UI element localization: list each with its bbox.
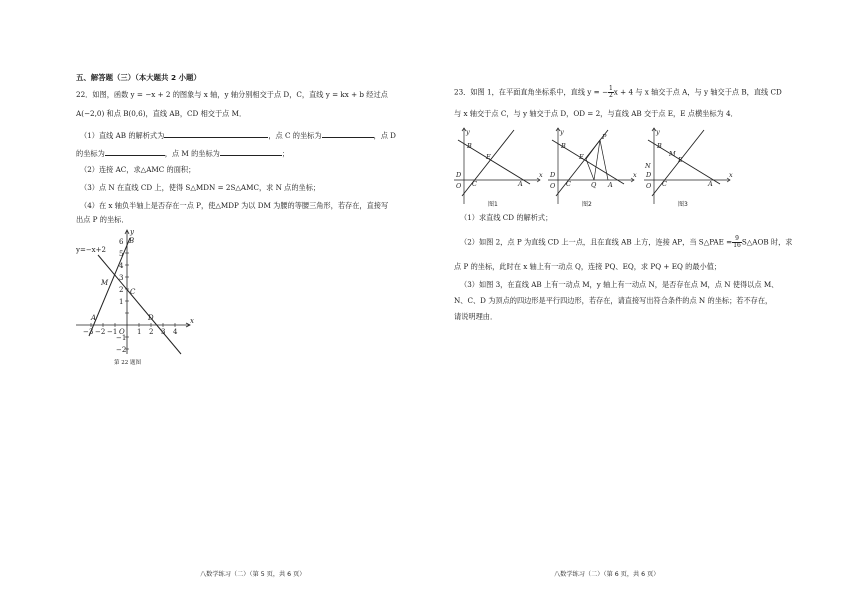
q23-line1 — [454, 86, 782, 99]
graph-caption: 第 22 题图 — [114, 360, 141, 366]
q22-p1-e: ，点 M 的坐标为 — [164, 149, 220, 158]
right-footer: 八数学练习（二）（第 6 页，共 6 页） — [554, 571, 660, 578]
y-tick: 1 — [119, 298, 124, 306]
fig3-y-label: y — [656, 128, 660, 136]
frac-den: 16 — [733, 242, 741, 249]
fig1-a-label: A — [518, 180, 523, 188]
q23-figure-1 — [452, 126, 544, 208]
section-header: 五、解答题（三）（本大题共 2 小题） — [76, 73, 201, 82]
answer-blank-c[interactable] — [322, 130, 374, 138]
fig2-x-label: x — [633, 171, 637, 179]
q22-p1-d: 的坐标为 — [76, 149, 105, 158]
fig2-d-label: D — [550, 171, 556, 179]
q23-line2: 与 x 轴交于点 C，与 y 轴交于点 D，OD = 2，与直线 AB 交于点 E，E 点横坐标为 4． — [454, 109, 738, 118]
fig2-y-label: y — [560, 128, 564, 136]
q22-p1-b: ，点 C 的坐标为 — [268, 131, 322, 140]
fig3-e-label: E — [678, 156, 683, 164]
q23-q2-a: （2）如图 2，点 P 为直线 CD 上一点，且在直线 AB 上方，连接 AP，当 S△PAE = — [460, 237, 733, 247]
x-tick: −2 — [95, 328, 106, 336]
fig2-caption: 图2 — [582, 201, 592, 208]
fig1-b-label: B — [467, 142, 472, 150]
q23-part2-line2: 点 P 的坐标，此时在 x 轴上有一动点 Q，连接 PQ、EQ，求 PQ + EQ 的最小值； — [454, 262, 722, 271]
fraction-nine-sixteenths — [732, 236, 742, 249]
q23-line1-a: 23．如图 1，在平面直角坐标系中，直线 y = − — [454, 87, 608, 97]
q22-p1-f: ； — [281, 149, 290, 158]
answer-blank-ab[interactable] — [164, 130, 268, 138]
x-tick: 1 — [137, 328, 142, 336]
y-axis-label: y — [130, 228, 134, 236]
fig3-d-label: D — [646, 171, 652, 179]
x-axis-label: x — [190, 317, 194, 325]
line-cd — [98, 255, 181, 354]
fig1-x-label: x — [539, 171, 543, 179]
q22-part1-row2 — [76, 148, 289, 157]
x-tick: 4 — [173, 328, 178, 336]
fig3-x-label: x — [729, 171, 733, 179]
fig2-p-label: P — [602, 133, 607, 141]
q22-part4-line2: 出点 P 的坐标． — [76, 215, 129, 224]
point-c-label: C — [130, 288, 136, 296]
frac-den: 2 — [608, 92, 613, 99]
q23-line1-b: x + 4 与 x 轴交于点 A，与 y 轴交于点 B，直线 CD — [613, 87, 782, 97]
fig1-caption: 图1 — [488, 201, 498, 208]
fig3-c-label: C — [662, 180, 667, 188]
fig1-y-label: y — [466, 128, 470, 136]
q22-part2: （2）连接 AC，求△AMC 的面积； — [80, 165, 196, 174]
q23-part2-line1 — [460, 236, 793, 249]
frac-num: 9 — [732, 236, 742, 243]
x-tick: 3 — [161, 328, 166, 336]
y-tick: 6 — [119, 238, 124, 246]
y-tick: −2 — [116, 346, 127, 354]
line-label: y=−x+2 — [76, 246, 106, 254]
q23-part3-line1: （3）如图 3，在直线 AB 上有一动点 M，y 轴上有一动点 N，是否存在点 M，点 N 使得以点 M、 — [460, 280, 779, 289]
answer-blank-m[interactable] — [220, 148, 282, 156]
fig1-d-label: D — [456, 171, 462, 179]
fig3-a-label: A — [708, 180, 713, 188]
q23-part1: （1）求直线 CD 的解析式； — [460, 213, 553, 222]
y-tick: −1 — [116, 334, 127, 342]
fig1-o-label: O — [456, 182, 462, 190]
fig2-e-label: E — [579, 153, 584, 161]
point-d-label: D — [148, 314, 154, 322]
origin-label: O — [119, 328, 125, 336]
point-a-label: A — [91, 314, 97, 322]
x-tick: 2 — [149, 328, 154, 336]
fig1-e-label: E — [486, 153, 491, 161]
fig3-n-label: N — [645, 162, 651, 170]
fig3-m-label: M — [669, 150, 676, 158]
fig3-b-label: B — [657, 142, 662, 150]
q22-graph — [70, 226, 195, 366]
fig2-b-label: B — [561, 142, 566, 150]
fig2-a-label: A — [608, 181, 613, 189]
fig1-c-label: C — [472, 180, 477, 188]
x-tick: −3 — [83, 328, 94, 336]
point-m-label: M — [101, 279, 109, 287]
q22-part3: （3）点 N 在直线 CD 上，使得 S△MDN = 2S△AMC，求 N 点的坐标； — [80, 183, 321, 192]
y-tick: 4 — [119, 262, 124, 270]
q23-figure-3 — [642, 126, 734, 208]
q22-part4-line1: （4）在 x 轴负半轴上是否存在一点 P，使△MDP 为以 DM 为腰的等腰三角形，若存在，直接写 — [80, 201, 389, 210]
point-b-label: B — [129, 237, 135, 245]
q23-part3-line2: N、C、D 为顶点的四边形是平行四边形，若存在，请直接写出符合条件的点 N 的坐标；若不存在， — [454, 296, 773, 305]
y-tick: 2 — [119, 286, 124, 294]
y-tick: 5 — [119, 250, 124, 258]
q22-line1: 22．如图，函数 y = −x + 2 的图象与 x 轴，y 轴分别相交于点 D，C，直线 y = kx + b 经过点 — [76, 90, 388, 99]
x-tick: −1 — [107, 328, 118, 336]
q22-part1-row1 — [80, 130, 396, 139]
q22-p1-c: ，点 D — [373, 131, 396, 140]
y-tick: 3 — [119, 274, 124, 282]
q23-figure-2 — [546, 126, 638, 208]
fig2-q-label: Q — [591, 181, 597, 189]
fig2-o-label: O — [550, 182, 556, 190]
fig2-c-label: C — [566, 180, 571, 188]
right-page — [430, 0, 860, 608]
q22-p1-a: （1）直线 AB 的解析式为 — [80, 131, 165, 140]
left-footer: 八数学练习（二）（第 5 页，共 6 页） — [200, 571, 306, 578]
frac-num: 1 — [608, 85, 613, 92]
answer-blank-d[interactable] — [105, 148, 165, 156]
q23-q2-b: S△AOB 时，求 — [741, 237, 793, 247]
fig3-o-label: O — [646, 182, 652, 190]
q22-line2: A(−2,0) 和点 B(0,6)，直线 AB，CD 相交于点 M． — [76, 109, 247, 118]
q23-part3-line3: 请说明理由． — [454, 312, 498, 321]
fig3-caption: 图3 — [678, 201, 688, 208]
